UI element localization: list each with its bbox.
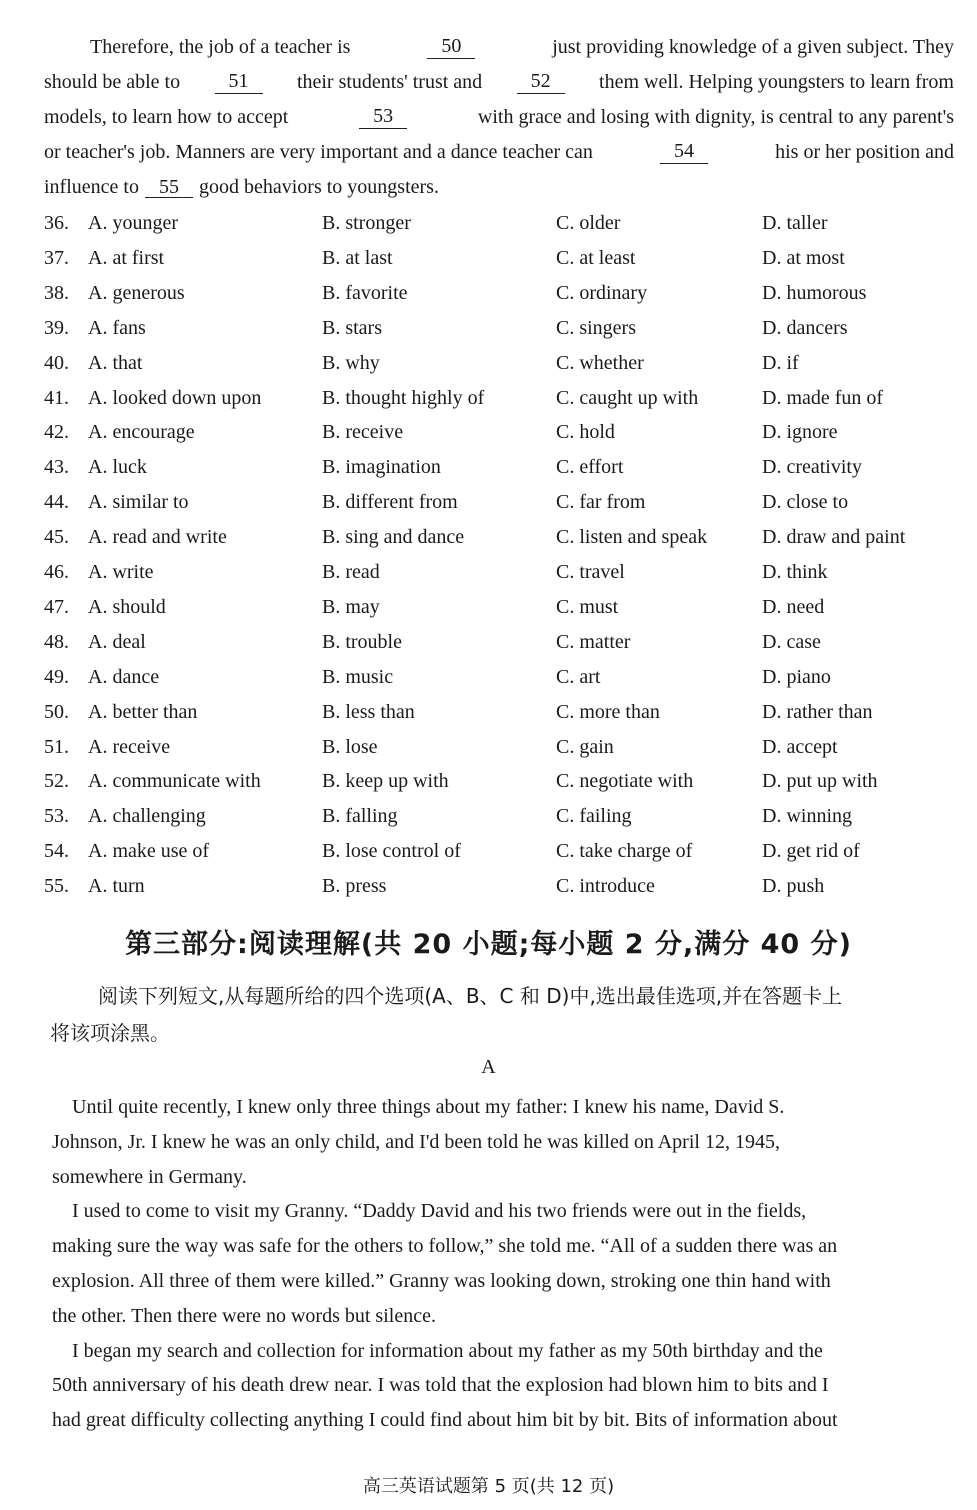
option-d: D. close to: [762, 491, 849, 514]
option-c: C. at least: [556, 246, 636, 269]
option-b: B. falling: [322, 805, 398, 828]
instructions-line-1: 阅读下列短文,从每题所给的四个选项(A、B、C 和 D)中,选出最佳选项,并在答题卡上: [98, 984, 843, 1008]
passage-line: [44, 106, 954, 129]
passage-text: Therefore, the job of a teacher is: [90, 36, 351, 58]
reading-line: I used to come to visit my Granny. “Daddy David and his two friends were out in the fields,: [52, 1200, 807, 1223]
question-row: [44, 770, 964, 800]
option-a: A. better than: [88, 700, 198, 723]
option-a: A. fans: [88, 316, 146, 339]
option-c: C. must: [556, 595, 619, 618]
option-b: B. may: [322, 595, 380, 618]
option-b: B. stronger: [322, 212, 411, 234]
question-number: 38.: [44, 281, 69, 304]
option-a: A. dance: [88, 665, 160, 688]
question-row: [44, 561, 964, 591]
option-d: D. accept: [762, 735, 838, 758]
option-c: C. whether: [556, 351, 644, 374]
blank-51: 51: [215, 71, 263, 94]
reading-line: making sure the way was safe for the others to follow,” she told me. “All of a sudden there was an: [52, 1235, 838, 1258]
passage-line: [44, 141, 954, 164]
option-a: A. should: [88, 595, 166, 618]
option-a: A. that: [88, 351, 143, 374]
question-row: [44, 491, 964, 521]
option-a: A. luck: [88, 456, 147, 479]
option-d: D. think: [762, 561, 828, 583]
passage-text: just providing knowledge of a given subject. They: [552, 36, 954, 58]
option-c: C. ordinary: [556, 281, 648, 304]
passage-text: with grace and losing with dignity, is central to any parent's: [477, 106, 954, 128]
blank-52: 52: [517, 71, 565, 94]
question-row: [44, 526, 964, 556]
passage-text: good behaviors to youngsters.: [198, 176, 439, 198]
option-c: C. take charge of: [556, 840, 693, 863]
passage-text: should be able to: [44, 71, 181, 93]
question-number: 41.: [44, 386, 69, 409]
question-row: [44, 805, 964, 835]
blank-55: 55: [145, 177, 193, 198]
question-row: [44, 282, 964, 312]
question-row: [44, 701, 964, 731]
option-c: C. matter: [556, 630, 631, 653]
passage-label: A: [481, 1056, 496, 1078]
passage-line: [44, 176, 439, 199]
question-number: 53.: [44, 805, 69, 828]
question-row: [44, 247, 964, 277]
passage-text: models, to learn how to accept: [44, 106, 289, 128]
option-b: B. press: [322, 875, 387, 898]
question-number: 55.: [44, 875, 69, 898]
question-number: 47.: [44, 595, 69, 618]
reading-line: 50th anniversary of his death drew near. I was told that the explosion had blown him to bits and I: [52, 1374, 829, 1397]
option-d: D. made fun of: [762, 386, 884, 409]
option-c: C. caught up with: [556, 386, 699, 409]
question-row: [44, 212, 964, 242]
option-b: B. imagination: [322, 456, 441, 479]
blank-54: 54: [660, 141, 708, 164]
question-row: [44, 421, 964, 451]
passage-line: [44, 71, 954, 94]
option-b: B. keep up with: [322, 770, 449, 793]
reading-line: had great difficulty collecting anything I could find about him bit by bit. Bits of information about: [52, 1409, 838, 1432]
blank-50: 50: [427, 36, 475, 59]
option-c: C. failing: [556, 805, 632, 828]
option-c: C. more than: [556, 700, 660, 723]
option-b: B. thought highly of: [322, 386, 485, 409]
option-a: A. younger: [88, 212, 178, 234]
option-a: A. turn: [88, 875, 145, 898]
option-b: B. read: [322, 561, 380, 583]
section-heading: 第三部分:阅读理解(共 20 小题;每小题 2 分,满分 40 分): [125, 929, 852, 960]
question-row: [44, 596, 964, 626]
option-c: C. listen and speak: [556, 526, 708, 549]
question-number: 43.: [44, 456, 69, 479]
question-row: [44, 456, 964, 486]
question-number: 44.: [44, 491, 69, 514]
question-number: 48.: [44, 630, 69, 653]
passage-line: [44, 36, 954, 59]
option-a: A. looked down upon: [88, 386, 262, 409]
passage-text: or teacher's job. Manners are very important and a dance teacher can: [44, 141, 593, 163]
question-number: 51.: [44, 735, 69, 758]
reading-line: somewhere in Germany.: [52, 1165, 247, 1188]
option-d: D. humorous: [762, 281, 867, 304]
option-b: B. stars: [322, 316, 382, 339]
option-b: B. why: [322, 351, 380, 374]
option-d: D. rather than: [762, 700, 873, 723]
option-b: B. lose control of: [322, 840, 461, 863]
option-b: B. at last: [322, 246, 393, 269]
question-row: [44, 387, 964, 417]
option-a: A. at first: [88, 246, 165, 269]
option-a: A. receive: [88, 735, 171, 758]
option-d: D. draw and paint: [762, 526, 906, 549]
option-b: B. favorite: [322, 281, 408, 304]
option-a: A. write: [88, 561, 154, 583]
option-d: D. need: [762, 595, 825, 618]
page-footer: 高三英语试题第 5 页(共 12 页): [362, 1476, 615, 1497]
option-a: A. generous: [88, 281, 185, 304]
option-c: C. far from: [556, 491, 646, 514]
question-number: 39.: [44, 316, 69, 339]
option-d: D. put up with: [762, 770, 878, 793]
option-a: A. similar to: [88, 491, 189, 514]
reading-line: Johnson, Jr. I knew he was an only child, and I'd been told he was killed on April 12, 1945,: [52, 1130, 780, 1153]
instructions-line-2: 将该项涂黑。: [50, 1021, 170, 1045]
option-c: C. gain: [556, 735, 614, 758]
option-c: C. travel: [556, 561, 625, 583]
question-row: [44, 666, 964, 696]
option-d: D. taller: [762, 212, 828, 234]
question-row: [44, 736, 964, 766]
option-c: C. singers: [556, 316, 636, 339]
option-a: A. deal: [88, 630, 146, 653]
question-number: 54.: [44, 840, 69, 863]
option-d: D. push: [762, 875, 825, 898]
passage-text: them well. Helping youngsters to learn from: [599, 71, 954, 93]
question-row: [44, 317, 964, 347]
option-a: A. read and write: [88, 526, 227, 549]
option-c: C. older: [556, 212, 621, 234]
option-a: A. challenging: [88, 805, 206, 828]
option-b: B. lose: [322, 735, 378, 758]
question-row: [44, 352, 964, 382]
blank-53: 53: [359, 106, 407, 129]
option-d: D. ignore: [762, 421, 838, 444]
passage-text: influence to: [44, 176, 139, 198]
option-c: C. negotiate with: [556, 770, 694, 793]
option-b: B. receive: [322, 421, 404, 444]
option-d: D. if: [762, 351, 799, 374]
option-d: D. winning: [762, 805, 852, 828]
option-a: A. communicate with: [88, 770, 261, 793]
reading-line: I began my search and collection for information about my father as my 50th birthday and the: [52, 1339, 823, 1362]
question-number: 50.: [44, 700, 69, 723]
question-number: 36.: [44, 212, 69, 234]
option-a: A. encourage: [88, 421, 195, 444]
option-b: B. trouble: [322, 630, 402, 653]
reading-line: explosion. All three of them were killed.” Granny was looking down, stroking one thin hand with: [52, 1270, 831, 1292]
question-number: 40.: [44, 351, 69, 374]
passage-text: their students' trust and: [296, 71, 483, 93]
option-d: D. at most: [762, 246, 845, 269]
question-number: 52.: [44, 770, 69, 793]
option-c: C. hold: [556, 421, 615, 444]
option-a: A. make use of: [88, 840, 210, 863]
question-number: 37.: [44, 246, 69, 269]
question-number: 42.: [44, 421, 69, 444]
question-number: 49.: [44, 665, 69, 688]
option-b: B. sing and dance: [322, 526, 465, 549]
reading-line: Until quite recently, I knew only three things about my father: I knew his name, David S.: [52, 1096, 785, 1118]
option-d: D. dancers: [762, 316, 848, 339]
question-number: 45.: [44, 526, 69, 549]
option-c: C. effort: [556, 456, 624, 479]
passage-text: his or her position and: [775, 141, 954, 163]
question-row: [44, 631, 964, 661]
question-number: 46.: [44, 561, 69, 583]
option-d: D. creativity: [762, 456, 862, 479]
option-c: C. art: [556, 665, 601, 688]
option-b: B. different from: [322, 491, 458, 514]
question-row: [44, 875, 964, 905]
option-d: D. get rid of: [762, 840, 860, 863]
reading-line: the other. Then there were no words but silence.: [52, 1304, 436, 1327]
option-d: D. piano: [762, 665, 831, 688]
question-row: [44, 840, 964, 870]
option-b: B. less than: [322, 700, 415, 723]
option-d: D. case: [762, 630, 821, 653]
option-c: C. introduce: [556, 875, 655, 898]
option-b: B. music: [322, 665, 394, 688]
